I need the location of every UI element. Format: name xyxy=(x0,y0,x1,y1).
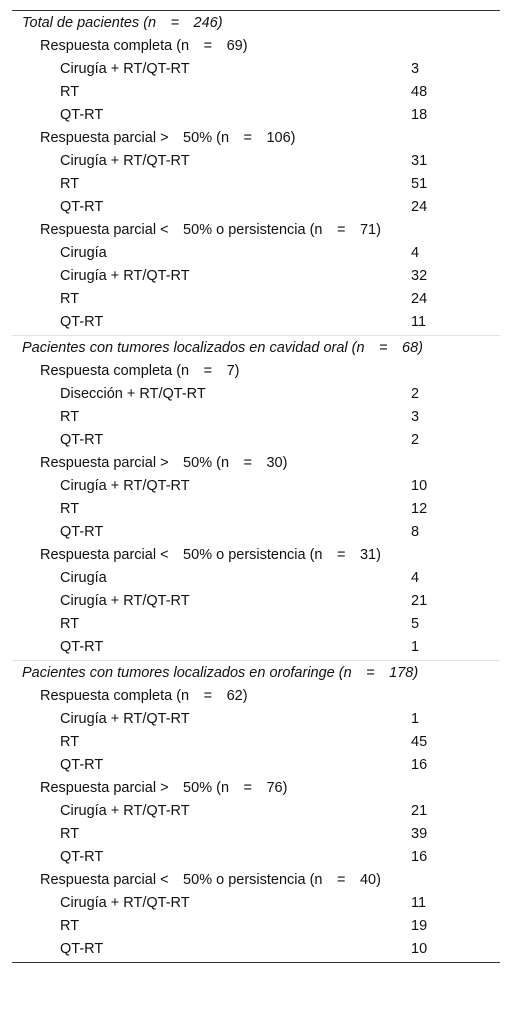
treatment-label: Cirugía + RT/QT-RT xyxy=(60,478,190,494)
section-title: Respuesta completa (n = 62) xyxy=(40,688,248,704)
section-title: Respuesta parcial < 50% o persistencia (n = 71) xyxy=(40,222,381,238)
table-row xyxy=(12,242,500,265)
treatment-label: Cirugía + RT/QT-RT xyxy=(60,803,190,819)
patient-count: 3 xyxy=(411,409,420,425)
table-row xyxy=(12,846,500,869)
table-row xyxy=(12,708,500,731)
group-header-row xyxy=(12,12,500,35)
patient-count: 10 xyxy=(411,478,428,494)
patient-count: 4 xyxy=(411,570,420,586)
treatment-label: RT xyxy=(60,734,80,750)
patient-count: 16 xyxy=(411,849,428,865)
section-header-row xyxy=(12,869,500,892)
table-row xyxy=(12,150,500,173)
section-header-row xyxy=(12,127,500,150)
patient-count: 1 xyxy=(411,711,420,727)
patient-count: 4 xyxy=(411,245,420,261)
table-row xyxy=(12,288,500,311)
section-title: Respuesta parcial < 50% o persistencia (n = 31) xyxy=(40,547,381,563)
patient-count: 2 xyxy=(411,386,420,402)
patient-count: 18 xyxy=(411,107,428,123)
treatment-label: QT-RT xyxy=(60,849,104,865)
table-row xyxy=(12,311,500,334)
table-row xyxy=(12,567,500,590)
section-title: Respuesta parcial < 50% o persistencia (n = 40) xyxy=(40,872,381,888)
table-row xyxy=(12,406,500,429)
patient-count: 45 xyxy=(411,734,428,750)
patient-count: 48 xyxy=(411,84,428,100)
patient-count: 10 xyxy=(411,941,428,957)
patient-count: 2 xyxy=(411,432,420,448)
treatment-label: QT-RT xyxy=(60,199,104,215)
results-table xyxy=(12,10,500,963)
table-row xyxy=(12,429,500,452)
patient-count: 1 xyxy=(411,639,420,655)
table-row xyxy=(12,892,500,915)
group-header-row xyxy=(12,337,500,360)
patient-count: 11 xyxy=(411,314,427,330)
treatment-label: Cirugía xyxy=(60,570,107,586)
treatment-label: RT xyxy=(60,501,80,517)
table-row xyxy=(12,104,500,127)
group-header-row xyxy=(12,662,500,685)
treatment-label: QT-RT xyxy=(60,639,104,655)
treatment-label: Cirugía + RT/QT-RT xyxy=(60,268,190,284)
treatment-label: RT xyxy=(60,616,80,632)
table-row xyxy=(12,613,500,636)
section-header-row xyxy=(12,219,500,242)
treatment-label: Cirugía + RT/QT-RT xyxy=(60,61,190,77)
group-title: Pacientes con tumores localizados en cavidad oral (n = 68) xyxy=(22,340,423,356)
treatment-label: QT-RT xyxy=(60,107,104,123)
treatment-label: Cirugía + RT/QT-RT xyxy=(60,153,190,169)
patient-count: 3 xyxy=(411,61,420,77)
treatment-label: RT xyxy=(60,826,80,842)
table-row xyxy=(12,938,500,961)
patient-count: 32 xyxy=(411,268,428,284)
section-header-row xyxy=(12,777,500,800)
section-title: Respuesta parcial > 50% (n = 30) xyxy=(40,455,288,471)
section-title: Respuesta parcial > 50% (n = 76) xyxy=(40,780,288,796)
patient-count: 24 xyxy=(411,199,428,215)
patient-group xyxy=(12,11,500,335)
treatment-label: Cirugía + RT/QT-RT xyxy=(60,711,190,727)
patient-count: 21 xyxy=(411,803,428,819)
table-row xyxy=(12,590,500,613)
table-row xyxy=(12,58,500,81)
table-row xyxy=(12,196,500,219)
section-header-row xyxy=(12,360,500,383)
patient-count: 39 xyxy=(411,826,428,842)
patient-count: 5 xyxy=(411,616,420,632)
patient-count: 16 xyxy=(411,757,428,773)
table-row xyxy=(12,636,500,659)
table-row xyxy=(12,800,500,823)
table-row xyxy=(12,498,500,521)
group-title: Total de pacientes (n = 246) xyxy=(22,15,223,31)
treatment-label: QT-RT xyxy=(60,432,104,448)
treatment-label: Cirugía + RT/QT-RT xyxy=(60,593,190,609)
treatment-label: RT xyxy=(60,84,80,100)
group-title: Pacientes con tumores localizados en orofaringe (n = 178) xyxy=(22,665,419,681)
treatment-label: QT-RT xyxy=(60,314,104,330)
treatment-label: RT xyxy=(60,291,80,307)
section-header-row xyxy=(12,685,500,708)
table-row xyxy=(12,915,500,938)
patient-count: 19 xyxy=(411,918,428,934)
table-row xyxy=(12,173,500,196)
table-row xyxy=(12,265,500,288)
section-header-row xyxy=(12,452,500,475)
treatment-label: Cirugía + RT/QT-RT xyxy=(60,895,190,911)
table-row xyxy=(12,383,500,406)
patient-count: 8 xyxy=(411,524,420,540)
treatment-label: Disección + RT/QT-RT xyxy=(60,386,206,402)
table-row xyxy=(12,754,500,777)
treatment-label: RT xyxy=(60,176,80,192)
treatment-label: RT xyxy=(60,409,80,425)
treatment-label: QT-RT xyxy=(60,524,104,540)
table-row xyxy=(12,475,500,498)
treatment-label: RT xyxy=(60,918,80,934)
patient-group xyxy=(12,661,500,962)
patient-count: 12 xyxy=(411,501,428,517)
section-title: Respuesta completa (n = 7) xyxy=(40,363,240,379)
table-row xyxy=(12,521,500,544)
patient-count: 21 xyxy=(411,593,428,609)
patient-count: 11 xyxy=(411,895,427,911)
patient-group xyxy=(12,336,500,660)
section-title: Respuesta parcial > 50% (n = 106) xyxy=(40,130,296,146)
patient-count: 51 xyxy=(411,176,428,192)
patient-count: 31 xyxy=(411,153,428,169)
section-header-row xyxy=(12,544,500,567)
treatment-label: QT-RT xyxy=(60,757,104,773)
patient-count: 24 xyxy=(411,291,428,307)
table-row xyxy=(12,823,500,846)
treatment-label: QT-RT xyxy=(60,941,104,957)
table-row xyxy=(12,81,500,104)
table-row xyxy=(12,731,500,754)
treatment-label: Cirugía xyxy=(60,245,107,261)
section-header-row xyxy=(12,35,500,58)
section-title: Respuesta completa (n = 69) xyxy=(40,38,248,54)
